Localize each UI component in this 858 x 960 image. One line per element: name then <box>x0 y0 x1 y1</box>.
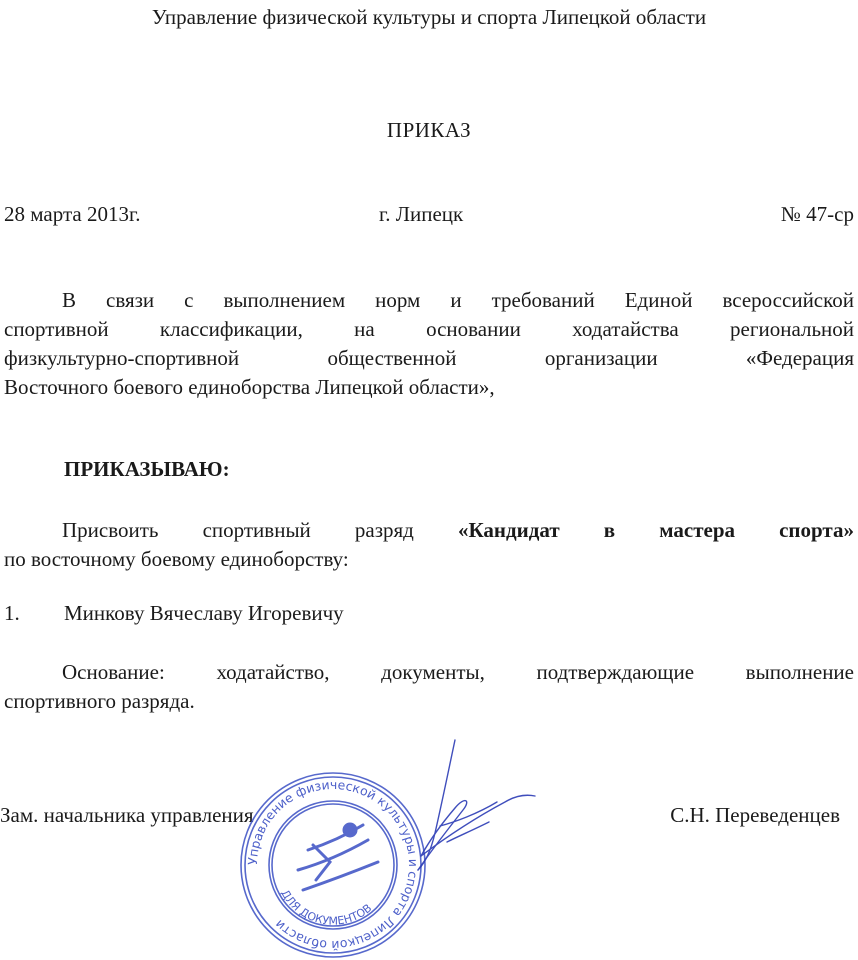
preamble-paragraph <box>4 286 854 402</box>
preamble-line: Восточного боевого единоборства Липецкой области», <box>4 375 495 399</box>
document-meta <box>4 202 854 230</box>
preamble-line: физкультурно-спортивной общественной организации «Федерация <box>4 346 854 370</box>
assignment-line <box>4 516 854 545</box>
assigned-rank: «Кандидат в мастера спорта» <box>457 518 855 542</box>
organization-header: Управление физической культуры и спорта Липецкой области <box>151 5 707 29</box>
basis-line: Основание: ходатайство, документы, подтверждающие выполнение <box>62 660 854 684</box>
assignment-prefix: Присвоить спортивный разряд <box>62 518 414 542</box>
signer-position: Зам. начальника управления <box>0 803 254 827</box>
list-item-name: Минкову Вячеславу Игоревичу <box>64 601 344 625</box>
preamble-line: В связи с выполнением норм и требований Единой всероссийской <box>62 288 854 312</box>
signature-icon <box>385 738 545 888</box>
order-number: № 47-ср <box>780 202 854 226</box>
preamble-line: спортивной классификации, на основании ходатайства региональной <box>4 317 854 341</box>
seal-emblem-icon <box>298 824 378 890</box>
basis-paragraph <box>4 658 854 716</box>
signer-name: С.Н. Переведенцев <box>670 803 840 827</box>
list-item-number: 1. <box>4 601 20 625</box>
order-city: г. Липецк <box>379 202 464 226</box>
seal-inner-text: ДЛЯ ДОКУМЕНТОВ <box>278 887 375 928</box>
order-word: ПРИКАЗЫВАЮ: <box>64 457 230 481</box>
document-title: ПРИКАЗ <box>386 118 472 142</box>
list-item <box>4 601 344 626</box>
seal-outer-text: Управление физической культуры и спорта Липецкой области <box>244 776 422 954</box>
assignment-line: по восточному боевому единоборству: <box>4 547 349 571</box>
assignment-paragraph <box>4 516 854 574</box>
basis-line: спортивного разряда. <box>4 689 195 713</box>
order-date: 28 марта 2013г. <box>4 202 141 226</box>
